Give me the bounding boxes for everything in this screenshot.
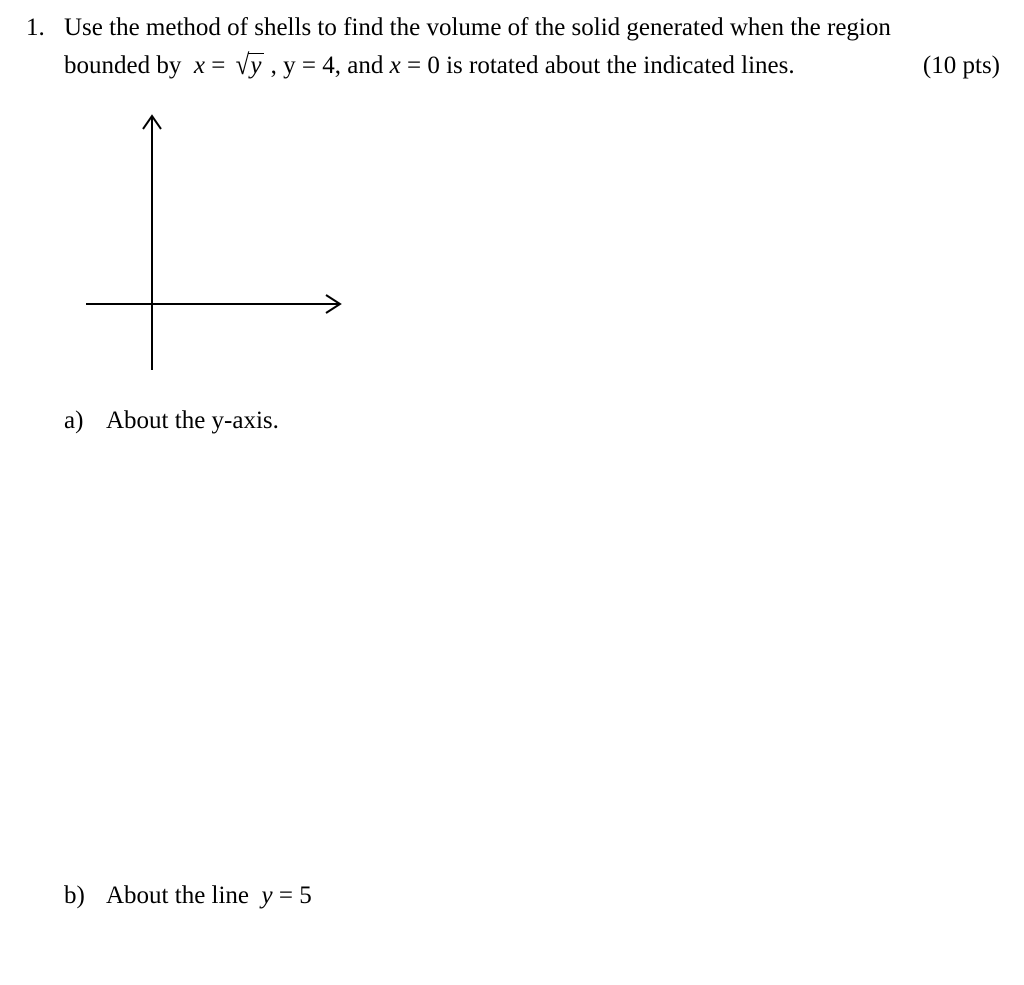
radicand-y: y <box>248 53 264 78</box>
part-a <box>64 407 279 435</box>
equation-x-equals-0 <box>390 52 446 79</box>
equation-y-equals-4: y = 4 <box>283 52 335 79</box>
part-b-marker: b) <box>64 882 85 909</box>
equation-x-sqrt-y <box>188 49 271 81</box>
bounded-by-text: bounded by <box>64 52 182 79</box>
radical-sign-icon: √ <box>235 49 250 81</box>
equation-x-rhs: = 0 <box>407 52 440 79</box>
part-b-var: y <box>261 882 273 909</box>
part-b <box>64 882 312 910</box>
part-b-rhs: = 5 <box>278 882 312 909</box>
separator-and: , and <box>334 52 384 79</box>
coordinate-axes <box>80 108 360 378</box>
points-label: (10 pts) <box>922 52 1000 79</box>
rotated-text: is rotated about the indicated lines. <box>446 52 795 79</box>
equals-sign: = <box>211 52 226 79</box>
equation-x-var-2: x <box>389 52 401 79</box>
square-root <box>232 49 265 81</box>
part-b-text: About the line <box>106 882 250 909</box>
problem-number: 1. <box>26 14 45 41</box>
equation-x-var: x <box>193 52 205 79</box>
part-a-marker: a) <box>64 407 84 434</box>
problem-statement-line-2 <box>64 49 1000 81</box>
problem-statement-line-1: Use the method of shells to find the volume of the solid generated when the region <box>64 14 891 41</box>
separator-comma: , <box>270 52 277 79</box>
part-a-text: About the y-axis. <box>106 407 279 434</box>
